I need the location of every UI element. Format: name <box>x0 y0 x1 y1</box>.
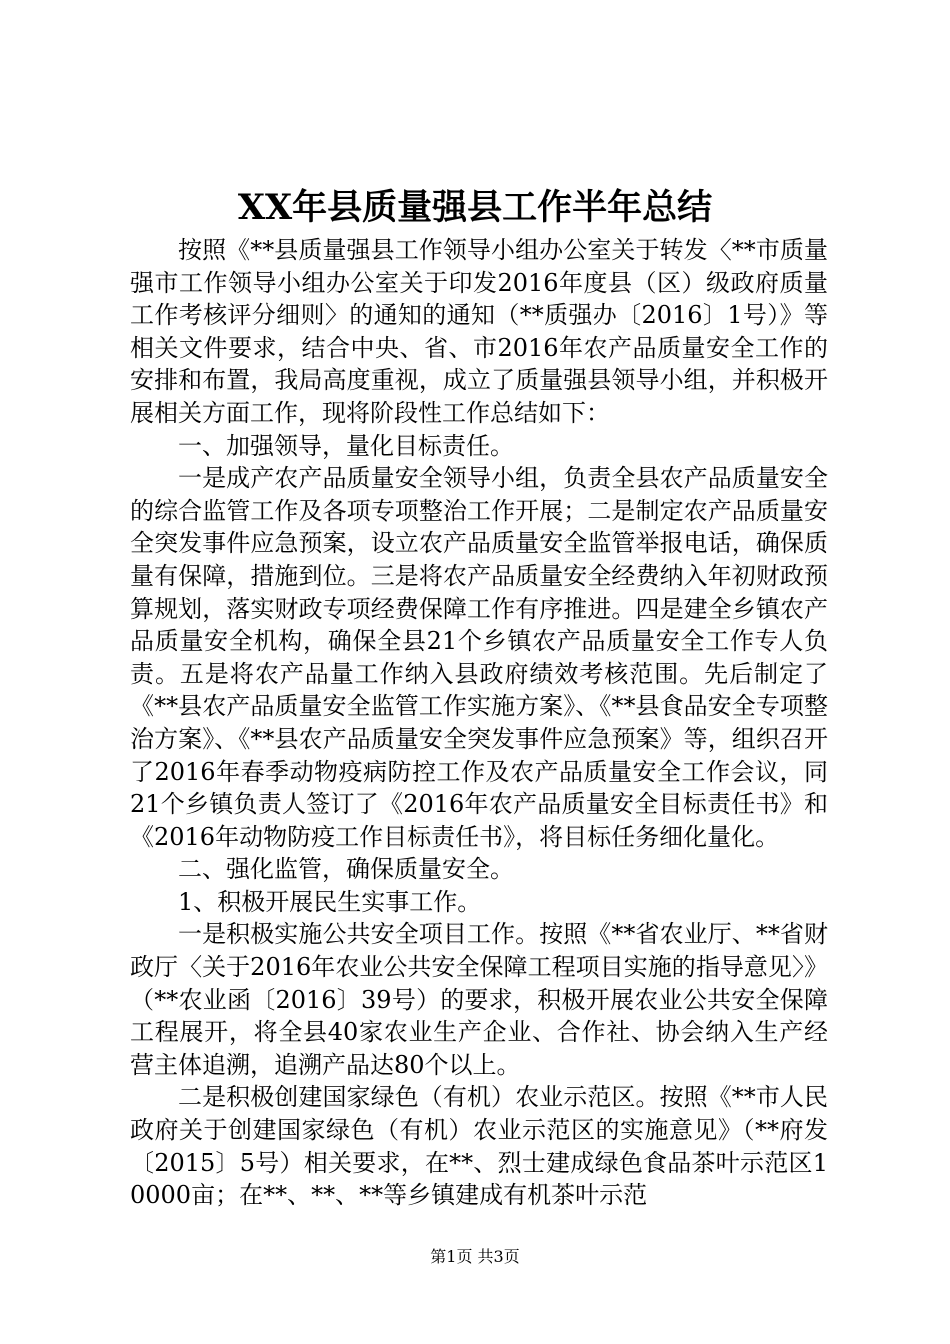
paragraph-public-safety: 一是积极实施公共安全项目工作。按照《**省农业厅、**省财政厅〈关于2016年农业公共安全保障工程项目实施的指导意见〉》（**农业函〔2016〕39号）的要求，积极开展农业公共安全保障工程展开，将全县40家农业生产企业、合作社、协会纳入生产经营主体追溯，追溯产品达80个以上。 <box>130 920 828 1079</box>
page-number-footer: 第1页 共3页 <box>430 1247 520 1266</box>
section-heading-1: 一、加强领导，量化目标责任。 <box>178 431 514 460</box>
paragraph-green-agriculture: 二是积极创建国家绿色（有机）农业示范区。按照《**市人民政府关于创建国家绿色（有机）农业示范区的实施意见》（**府发〔2015〕5号）相关要求，在**、烈士建成绿色食品茶叶示范区10000亩；在**、**、**等乡镇建成有机茶叶示范 <box>130 1083 828 1210</box>
paragraph-leadership: 一是成产农产品质量安全领导小组，负责全县农产品质量安全的综合监管工作及各项专项整治工作开展；二是制定农产品质量安全突发事件应急预案，设立农产品质量安全监管举报电话，确保质量有保障，措施到位。三是将农产品质量安全经费纳入年初财政预算规划，落实财政专项经费保障工作有序推进。四是建全乡镇农产品质量安全机构，确保全县21个乡镇农产品质量安全工作专人负责。五是将农产品量工作纳入县政府绩效考核范围。先后制定了《**县农产品质量安全监管工作实施方案》、《**县食品安全专项整治方案》、《**县农产品质量安全突发事件应急预案》等，组织召开了2016年春季动物疫病防控工作及农产品质量安全工作会议，同21个乡镇负责人签订了《2016年农产品质量安全目标责任书》和《2016年动物防疫工作目标责任书》，将目标任务细化量化。 <box>130 464 828 851</box>
document-body <box>130 234 828 1212</box>
subsection-heading-1: 1、积极开展民生实事工作。 <box>178 887 482 916</box>
paragraph-intro: 按照《**县质量强县工作领导小组办公室关于转发〈**市质量强市工作领导小组办公室关于印发2016年度县（区）级政府质量工作考核评分细则〉的通知的通知（**质强办〔2016〕1号）》等相关文件要求，结合中央、省、市2016年农产品质量安全工作的安排和布置，我局高度重视，成立了质量强县领导小组，并积极开展相关方面工作，现将阶段性工作总结如下： <box>130 236 828 427</box>
document-title: XX年县质量强县工作半年总结 <box>237 187 713 228</box>
section-heading-2: 二、强化监管，确保质量安全。 <box>178 855 514 884</box>
